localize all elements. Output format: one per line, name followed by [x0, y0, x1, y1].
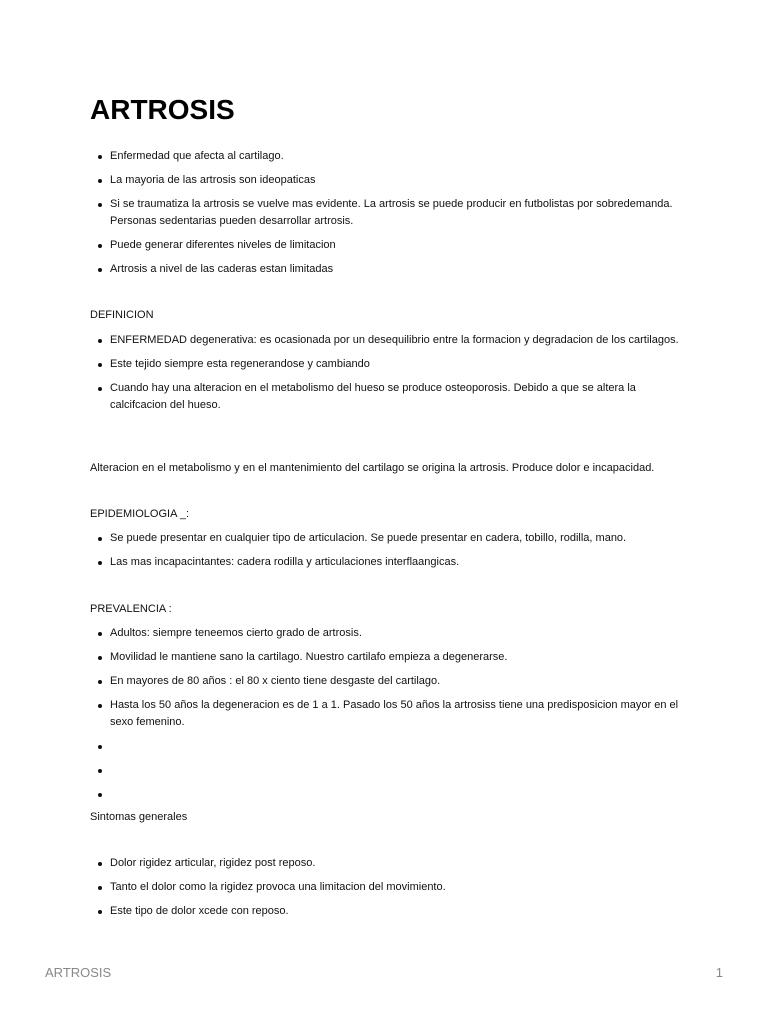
list-item: Se puede presentar en cualquier tipo de articulacion. Se puede presentar en cadera, tobillo, rodilla, mano.: [90, 530, 688, 547]
epidemiologia-heading: EPIDEMIOLOGIA _:: [90, 508, 190, 520]
list-item: Puede generar diferentes niveles de limitacion: [90, 237, 688, 254]
page-title: ARTROSIS: [90, 94, 235, 125]
list-item: Adultos: siempre teneemos cierto grado de artrosis.: [90, 625, 688, 642]
empty-list-item: [90, 738, 688, 755]
intro-list: [90, 148, 688, 278]
list-item: Hasta los 50 años la degeneracion es de 1 a 1. Pasado los 50 años la artrosiss tiene una predisposicion mayor en el sexo femenino.: [90, 697, 688, 731]
prevalencia-heading: PREVALENCIA :: [90, 603, 172, 615]
list-item: Dolor rigidez articular, rigidez post reposo.: [90, 855, 688, 872]
list-item: Enfermedad que afecta al cartilago.: [90, 148, 688, 165]
list-item: La mayoria de las artrosis son ideopaticas: [90, 172, 688, 189]
definicion-list: [90, 332, 688, 414]
list-item: Este tejido siempre esta regenerandose y cambiando: [90, 356, 688, 373]
list-item: Cuando hay una alteracion en el metabolismo del hueso se produce osteoporosis. Debido a que se altera la calcifcacion del hueso.: [90, 380, 688, 414]
sintomas-heading: Sintomas generales: [90, 811, 188, 823]
list-item: Tanto el dolor como la rigidez provoca una limitacion del movimiento.: [90, 879, 688, 896]
list-item: Este tipo de dolor xcede con reposo.: [90, 903, 688, 920]
list-item: Las mas incapacintantes: cadera rodilla y articulaciones interflaangicas.: [90, 554, 688, 571]
empty-list-item: [90, 762, 688, 779]
list-item: ENFERMEDAD degenerativa: es ocasionada por un desequilibrio entre la formacion y degradacion de los cartilagos.: [90, 332, 688, 349]
footer-title: ARTROSIS: [45, 965, 112, 980]
list-item: Artrosis a nivel de las caderas estan limitadas: [90, 261, 688, 278]
sintomas-list: [90, 855, 688, 920]
definicion-heading: DEFINICION: [90, 309, 154, 321]
empty-list-item: [90, 786, 688, 803]
list-item: Si se traumatiza la artrosis se vuelve mas evidente. La artrosis se puede producir en futbolistas por sobredemanda. Personas sedentarias pueden desarrollar artrosis.: [90, 196, 688, 230]
prevalencia-list: [90, 625, 688, 803]
list-item: En mayores de 80 años : el 80 x ciento tiene desgaste del cartilago.: [90, 673, 688, 690]
list-item: Movilidad le mantiene sano la cartilago. Nuestro cartilafo empieza a degenerarse.: [90, 649, 688, 666]
page-number: 1: [715, 965, 723, 980]
epidemiologia-list: [90, 530, 688, 571]
body-paragraph: Alteracion en el metabolismo y en el mantenimiento del cartilago se origina la artrosis. Produce dolor e incapacidad.: [90, 462, 655, 474]
